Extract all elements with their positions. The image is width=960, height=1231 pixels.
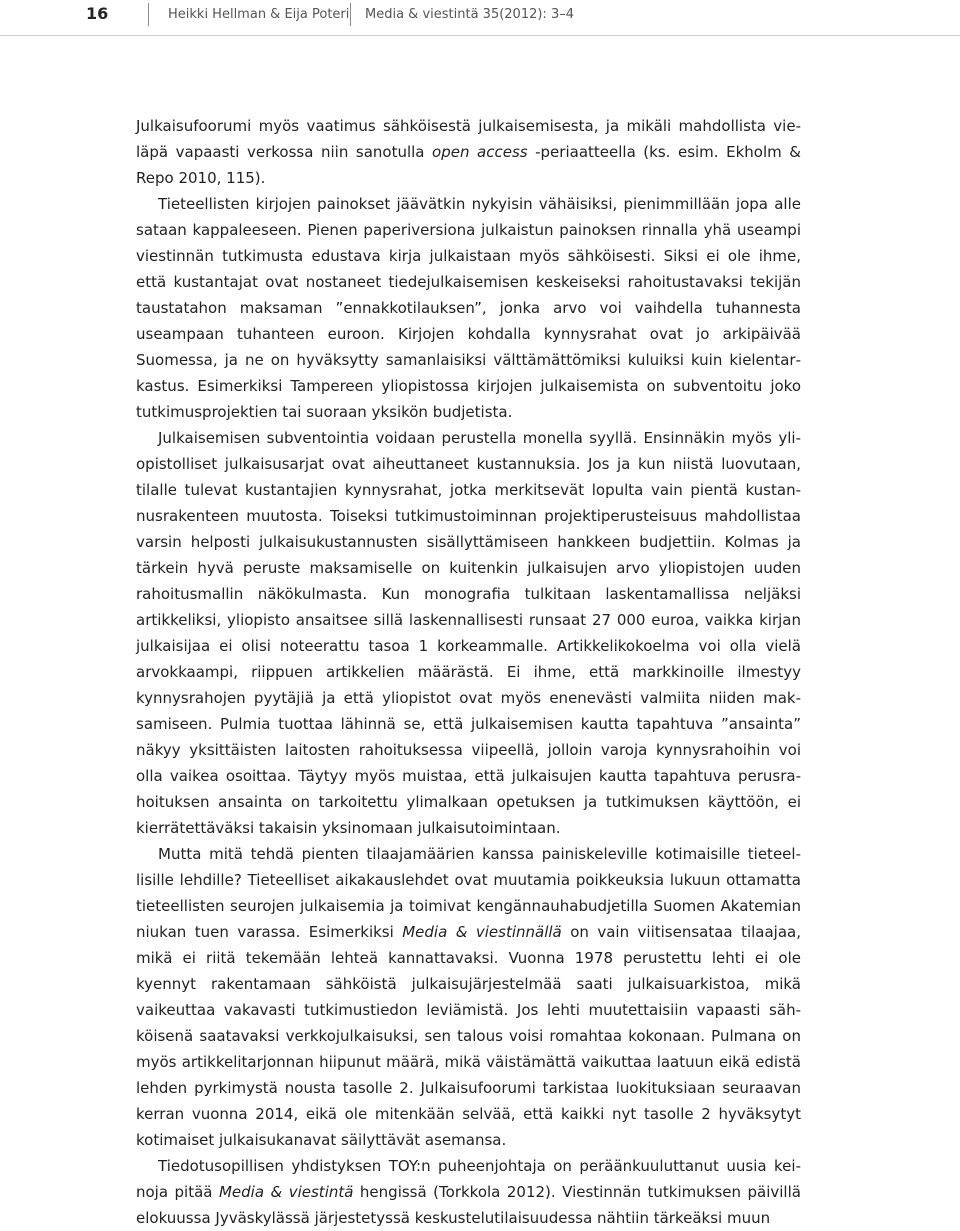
paragraph-text: Julkaisufoorumi myös vaatimus sähköisestä julkaisemisesta, ja mikäli mahdollista vieläpä vapaasti verkossa niin sanotulla	[136, 117, 801, 161]
paragraph-text: hengissä (Torkkola 2012). Viestinnän tutkimuksen päivillä elokuussa Jyväskylässä järjestetyssä keskustelutilaisuudessa nähtiin tärkeäksi muun	[136, 1183, 801, 1227]
paragraph-text: Julkaisemisen subventointia voidaan perustella monella syyllä. Ensinnäkin myös yliopistolliset julkaisusarjat ovat aiheuttaneet kustannuksia. Jos ja kun niistä luovutaan, tilalle tulevat kustantajien kynnysrahat, jotka merkitsevät lopulta vain pientä kustannusrakenteen muutosta. Toiseksi tutkimustoiminnan projektiperusteisuus mahdollistaa varsin helposti julkaisukustannusten sisällyttämiseen hankkeen budjettiin. Kolmas ja tärkein hyvä peruste maksamiselle on kuitenkin julkaisujen arvo yliopistojen uuden rahoitusmallin näkökulmasta. Kun monografia tulkitaan laskentamallissa neljäksi artikkeliksi, yliopisto ansaitsee sillä laskennallisesti runsaat 27 000 euroa, vaikka kirjan julkaisijaa ei olisi noteerattu tasoa 1 korkeammalle. Artikkelikokoelma voi olla vielä arvokkaampi, riippuen artikkelien määrästä. Ei ihme, että markkinoille ilmestyy kynnysrahojen pyytäjiä ja että yliopistot ovat myös enenevästi valmiita niiden maksamiseen. Pulmia tuottaa lähinnä se, että julkaisemisen kautta tapahtuva ”ansainta” näkyy yksittäisten laitosten rahoituksessa viipeellä, jolloin varoja kynnysrahoihin voi olla vaikea osoittaa. Täytyy myös muistaa, että julkaisujen kautta tapahtuva perusrahoituksen ansainta on tarkoitettu ylimalkaan opetuksen ja tutkimuksen käyttöön, ei kierrätettäväksi takaisin yksinomaan julkaisutoimintaan.	[136, 429, 801, 837]
body-paragraph	[136, 113, 801, 191]
body-paragraph	[136, 425, 801, 841]
page-number: 16	[86, 4, 109, 23]
article-body	[136, 113, 801, 1231]
paragraph-text: Tieteellisten kirjojen painokset jäävätkin nykyisin vähäisiksi, pienimmillään jopa alle sataan kappaleeseen. Pienen paperiversiona julkaistun painoksen rinnalla yhä useampi viestinnän tutkimusta edustava kirja julkaistaan myös sähköisesti. Siksi ei ole ihme, että kustantajat ovat nostaneet tiedejulkaisemisen keskeiseksi rahoitustavaksi tekijän taustatahon maksaman ”ennakkotilauksen”, jonka arvo voi vaihdella tuhannesta useampaan tuhanteen euroon. Kirjojen kohdalla kynnysrahat ovat jo arkipäivää Suomessa, ja ne on hyväksytty samanlaisiksi välttämättömiksi kuluiksi kuin kielentarkastus. Esimerkiksi Tampereen yliopistossa kirjojen julkaisemista on subventoitu joko tutkimusprojektien tai suoraan yksikön budjetista.	[136, 195, 801, 421]
header-divider	[148, 3, 149, 26]
body-paragraph	[136, 1153, 801, 1231]
italic-text: Media & viestintä	[218, 1183, 354, 1201]
header-journal: Media & viestintä 35(2012): 3–4	[365, 7, 574, 22]
paragraph-text: Mutta mitä tehdä pienten tilaajamäärien kanssa painiskeleville kotimaisille tieteellisille lehdille? Tieteelliset aikakauslehdet ovat muutamia poikkeuksia lukuun ottamatta tieteellisten seurojen julkaisemia ja toimivat kengännauhabudjetilla Suomen Akatemian niukan tuen varassa. Esimerkiksi	[136, 845, 801, 941]
body-paragraph	[136, 841, 801, 1153]
italic-text: Media & viestinnällä	[402, 923, 562, 941]
paragraph-text: on vain viitisensataa tilaajaa, mikä ei riitä tekemään lehteä kannattavaksi. Vuonna 1978 perustettu lehti ei ole kyennyt rakentamaan sähköistä julkaisujärjestelmää saati julkaisuarkistoa, mikä vaikeuttaa vakavasti tutkimustiedon leviämistä. Jos lehti muutettaisiin vapaasti sähköisenä saatavaksi verkkojulkaisuksi, sen talous voisi romahtaa kokonaan. Pulmana on myös artikkelitarjonnan hiipunut määrä, mikä väistämättä vaikuttaa laatuun eikä edistä lehden pyrkimystä nousta tasolle 2. Julkaisufoorumi tarkistaa luokituksiaan seuraavan kerran vuonna 2014, eikä ole mitenkään selvää, että kaikki nyt tasolle 2 hyväksytyt kotimaiset julkaisukanavat säilyttävät asemansa.	[136, 923, 801, 1149]
header-authors: Heikki Hellman & Eija Poteri	[168, 7, 350, 22]
running-header	[0, 0, 960, 36]
header-rule	[0, 35, 960, 36]
italic-text: open access	[432, 143, 528, 161]
body-paragraph	[136, 191, 801, 425]
header-divider	[350, 3, 351, 26]
paragraph-text: Tiedotusopillisen yhdistyksen TOY:n puheenjohtaja on peräänkuuluttanut uusia keinoja pitää	[136, 1157, 801, 1201]
paragraph-text: -periaatteella (ks. esim. Ekholm & Repo 2010, 115).	[136, 143, 801, 187]
